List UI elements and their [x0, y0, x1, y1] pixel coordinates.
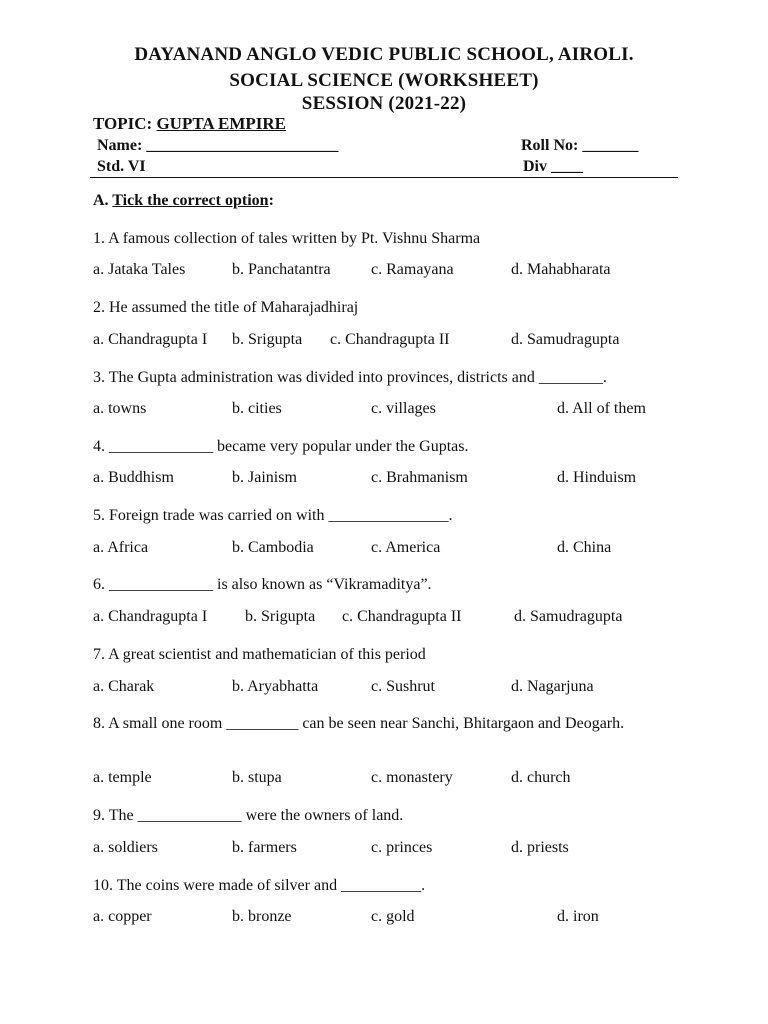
question-9: 9. The _____________ were the owners of land.	[93, 807, 404, 824]
q3-option-c: c. villages	[371, 400, 436, 417]
q1-option-b: b. Panchatantra	[232, 261, 331, 278]
q9-option-c: c. princes	[371, 839, 433, 856]
q6-option-b: b. Srigupta	[245, 608, 316, 625]
q9-option-a: a. soldiers	[93, 839, 158, 856]
q7-option-a: a. Charak	[93, 678, 155, 695]
q6-option-a: a. Chandragupta I	[93, 608, 208, 625]
q7-option-c: c. Sushrut	[371, 678, 435, 695]
q4-option-d: d. Hinduism	[557, 469, 637, 486]
q5-option-c: c. America	[371, 539, 441, 556]
q8-option-c: c. monastery	[371, 769, 453, 786]
q5-option-d: d. China	[557, 539, 612, 556]
division-field: Div ____	[523, 158, 583, 175]
q2-option-c: c. Chandragupta II	[330, 331, 450, 348]
q10-option-c: c. gold	[371, 908, 415, 925]
topic-label: TOPIC:	[93, 114, 153, 133]
roll-no-field: Roll No: _______	[521, 137, 639, 154]
q4-option-b: b. Jainism	[232, 469, 297, 486]
q10-option-b: b. bronze	[232, 908, 292, 925]
topic-line	[93, 114, 286, 134]
question-3: 3. The Gupta administration was divided into provinces, districts and ________.	[93, 369, 607, 386]
q5-option-b: b. Cambodia	[232, 539, 314, 556]
q4-option-c: c. Brahmanism	[371, 469, 468, 486]
q6-option-c: c. Chandragupta II	[342, 608, 462, 625]
q2-option-a: a. Chandragupta I	[93, 331, 208, 348]
worksheet-subject: SOCIAL SCIENCE (WORKSHEET)	[229, 70, 539, 91]
q2-option-b: b. Srigupta	[232, 331, 303, 348]
question-6: 6. _____________ is also known as “Vikramaditya”.	[93, 576, 432, 593]
section-title: Tick the correct option	[112, 192, 269, 209]
q1-option-c: c. Ramayana	[371, 261, 454, 278]
question-1: 1. A famous collection of tales written by Pt. Vishnu Sharma	[93, 230, 481, 247]
q8-option-d: d. church	[511, 769, 571, 786]
question-8: 8. A small one room _________ can be seen near Sanchi, Bhitargaon and Deogarh.	[93, 715, 625, 732]
question-4: 4. _____________ became very popular under the Guptas.	[93, 438, 469, 455]
q5-option-a: a. Africa	[93, 539, 149, 556]
q10-option-a: a. copper	[93, 908, 152, 925]
q6-option-d: d. Samudragupta	[514, 608, 623, 625]
school-name: DAYANAND ANGLO VEDIC PUBLIC SCHOOL, AIROLI.	[134, 44, 634, 65]
q3-option-b: b. cities	[232, 400, 282, 417]
question-5: 5. Foreign trade was carried on with _______________.	[93, 507, 453, 524]
q7-option-b: b. Aryabhatta	[232, 678, 319, 695]
q3-option-d: d. All of them	[557, 400, 646, 417]
q10-option-d: d. iron	[557, 908, 599, 925]
section-suffix: :	[268, 192, 274, 209]
question-7: 7. A great scientist and mathematician of this period	[93, 646, 426, 663]
q9-option-d: d. priests	[511, 839, 569, 856]
section-prefix: A.	[93, 192, 109, 209]
q2-option-d: d. Samudragupta	[511, 331, 620, 348]
section-heading	[93, 192, 274, 210]
q1-option-a: a. Jataka Tales	[93, 261, 186, 278]
question-2: 2. He assumed the title of Maharajadhiraj	[93, 299, 359, 316]
topic-value: GUPTA EMPIRE	[156, 114, 287, 133]
header-divider	[90, 177, 678, 178]
q1-option-d: d. Mahabharata	[511, 261, 611, 278]
q3-option-a: a. towns	[93, 400, 147, 417]
q4-option-a: a. Buddhism	[93, 469, 174, 486]
q9-option-b: b. farmers	[232, 839, 297, 856]
session-year: SESSION (2021-22)	[301, 93, 467, 114]
q8-option-b: b. stupa	[232, 769, 282, 786]
question-10: 10. The coins were made of silver and __________.	[93, 877, 426, 894]
q7-option-d: d. Nagarjuna	[511, 678, 594, 695]
q8-option-a: a. temple	[93, 769, 152, 786]
name-field: Name: ________________________	[97, 137, 339, 154]
standard-label: Std. VI	[97, 158, 146, 175]
